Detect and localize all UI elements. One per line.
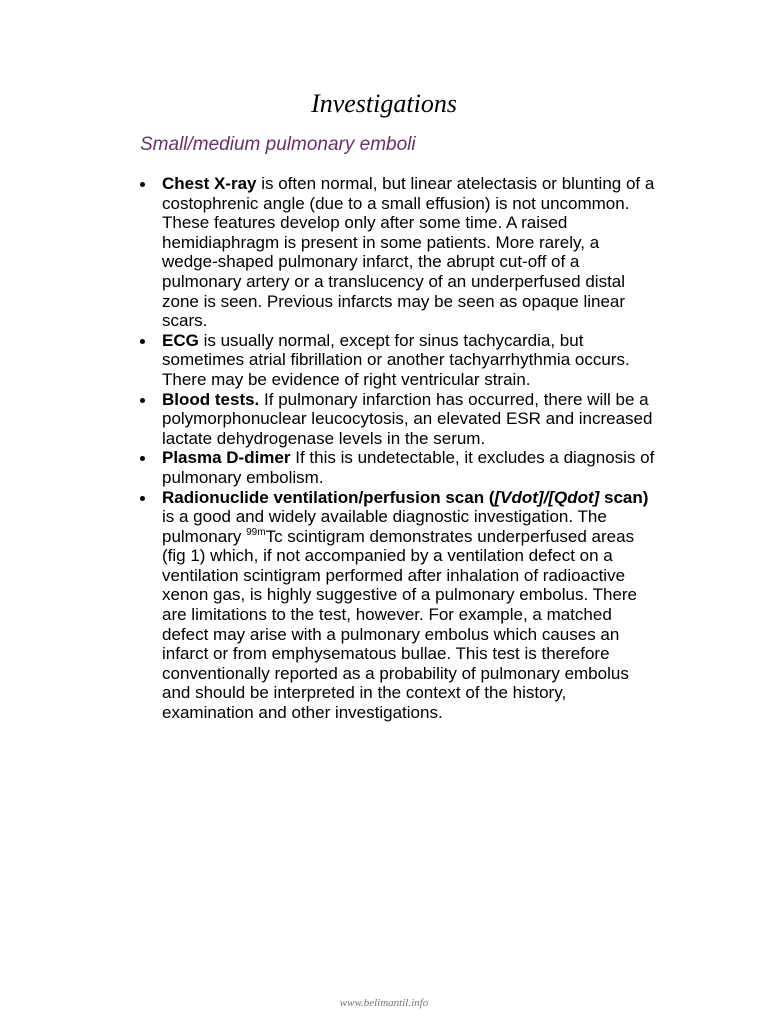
item-text: is usually normal, except for sinus tachycardia, but sometimes atrial fibrillation or another tachyarrhythmia occurs. There may be evidence of right ventricular strain.: [162, 330, 630, 389]
bullet-icon: [140, 398, 145, 403]
list-item-chest-xray: [136, 174, 656, 331]
list-item-ecg: [136, 331, 656, 390]
section-heading: Small/medium pulmonary emboli: [140, 134, 416, 155]
page-title: Investigations: [311, 89, 457, 118]
item-text-lead: is a good and widely available diagnostic investigation. The pulmonary: [162, 507, 607, 546]
item-term: Chest X-ray: [162, 174, 257, 193]
list-item-blood-tests: [136, 390, 656, 449]
item-term-italic: [Vdot]/[Qdot]: [494, 487, 600, 507]
footer-watermark: www.belimantil.info: [339, 997, 429, 1009]
item-text: is often normal, but linear atelectasis or blunting of a costophrenic angle (due to a small effusion) is not uncommon. These features develop only after some time. A raised hemidiaphragm is present in some patients. More rarely, a wedge-shaped pulmonary infarct, the abrupt cut-off of a pulmonary artery or a translucency of an underperfused distal zone is seen. Previous infarcts may be seen as opaque linear scars.: [162, 174, 655, 331]
list-item-d-dimer: [136, 448, 656, 487]
item-text: If this is undetectable, it excludes a diagnosis of pulmonary embolism.: [162, 448, 655, 487]
isotope-superscript: 99m: [246, 526, 266, 538]
item-text: Tc scintigram demonstrates underperfused areas (fig 1) which, if not accompanied by a ventilation defect on a ventilation scintigram performed after inhalation of radioactive xenon gas, is highly suggestive of a pulmonary embolus. There are limitations to the test, however. For example, a matched defect may arise with a pulmonary embolus which causes an infarct or from emphysematous bullae. This test is therefore conventionally reported as a probability of pulmonary embolus and should be interpreted in the context of the history, examination and other investigations.: [162, 526, 638, 723]
item-term: Radionuclide ventilation/perfusion scan (: [162, 487, 495, 507]
bullet-icon: [140, 182, 145, 187]
item-term-end: scan): [599, 487, 649, 507]
bullet-icon: [140, 456, 145, 461]
item-term: Plasma D-dimer: [162, 448, 291, 468]
item-term: ECG: [162, 330, 199, 350]
item-term: Blood tests.: [162, 389, 260, 409]
item-text: If pulmonary infarction has occurred, there will be a polymorphonuclear leucocytosis, an elevated ESR and increased lactate dehydrogenase levels in the serum.: [162, 389, 653, 448]
list-item-vq-scan: [136, 488, 656, 723]
investigations-list: [136, 174, 656, 723]
bullet-icon: [140, 339, 145, 344]
bullet-icon: [140, 496, 145, 501]
